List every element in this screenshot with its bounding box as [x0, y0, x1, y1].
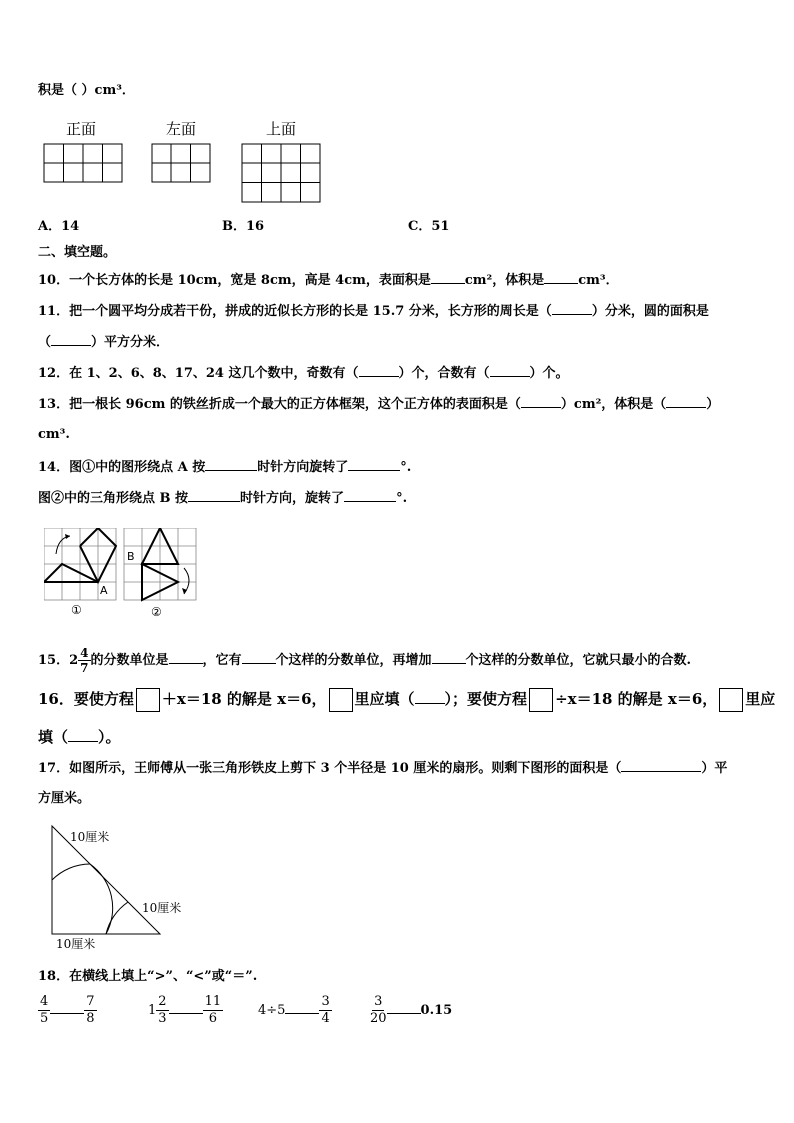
q18-compare-3: 4÷5 $\frac{3}{4}$	[258, 994, 330, 1026]
blank-box-1	[136, 688, 160, 712]
top-view-label: 上面	[266, 120, 297, 138]
option-b: B．16	[222, 219, 265, 234]
q14-line1: 14．图①中的图形绕点 A 按 时针方向旋转了 °.	[38, 460, 412, 475]
front-view-grid	[44, 144, 122, 182]
blank-box-4	[719, 688, 743, 712]
three-views-figure	[40, 118, 340, 212]
q17-cont: 方厘米。	[38, 791, 91, 806]
rotation-arrow-1	[56, 536, 70, 554]
triangle-figure	[46, 820, 206, 958]
q18: 18．在横线上填上“>”、“<”或“＝”.	[38, 969, 258, 984]
label-hypotenuse: 10厘米	[70, 830, 110, 844]
q11: 11．把一个圆平均分成若干份，拼成的近似长方形的长是 15.7 分米，长方形的周长是（ ）分米，圆的面积是	[38, 304, 709, 319]
q18-compare-2: 1 $\frac{2}{3}$ $\frac{11}{6}$	[148, 994, 222, 1026]
q9-tail: 积是（ ）cm³．	[38, 83, 135, 98]
q13: 13．把一根长 96cm 的铁丝折成一个最大的正方体框架，这个正方体的表面积是（ ）cm²，体积是（ ）	[38, 397, 720, 412]
q18-compare-1: $\frac{4}{5}$ $\frac{7}{8}$	[40, 994, 95, 1026]
option-a: A．14	[38, 219, 80, 234]
q16-cont: 填（ ）。	[38, 728, 121, 746]
blank-box-2	[329, 688, 353, 712]
point-a: A	[100, 584, 108, 597]
section-title: 二、填空题。	[38, 245, 117, 260]
q16: 16．要使方程 ＋x＝18 的解是 x＝6， 里应填（ ）；要使方程 ÷x＝18 的解是 x＝6， 里应	[38, 688, 775, 712]
label-right: 10厘米	[142, 901, 182, 915]
point-b: B	[127, 550, 135, 563]
q18-compare-4: $\frac{3}{20}$ 0.15	[370, 994, 453, 1026]
figure-1-label: ①	[71, 603, 82, 617]
q13-cont: cm³.	[38, 427, 70, 442]
left-view-grid	[152, 144, 210, 182]
arc-right	[106, 902, 128, 934]
q17: 17．如图所示，王师傅从一张三角形铁皮上剪下 3 个半径是 10 厘米的扇形。则剩下图形的面积是（ ）平	[38, 761, 728, 776]
option-c: C．51	[408, 219, 450, 234]
q10: 10．一个长方体的长是 10cm，宽是 8cm，高是 4cm，表面积是 cm²，体积是 cm³．	[38, 273, 619, 288]
q15: 15．2 $\frac{4}{7}$ 的分数单位是 ，它有 个这样的分数单位，再增加 个这样的分数单位，它就只最小的合数.	[38, 646, 692, 675]
q14-line2: 图②中的三角形绕点 B 按 时针方向，旋转了 °.	[38, 491, 408, 506]
top-view-grid	[242, 144, 320, 202]
front-view-label: 正面	[66, 120, 97, 138]
q12: 12．在 1、2、6、8、17、24 这几个数中，奇数有（ ）个，合数有（ ）个。	[38, 366, 569, 381]
q11-cont: （ ）平方分米．	[38, 335, 170, 350]
rotation-figure	[44, 528, 204, 624]
blank-box-3	[529, 688, 553, 712]
arc-top	[52, 864, 90, 880]
left-view-label: 左面	[166, 120, 197, 138]
figure-2-label: ②	[151, 605, 162, 619]
label-bottom: 10厘米	[56, 937, 96, 951]
